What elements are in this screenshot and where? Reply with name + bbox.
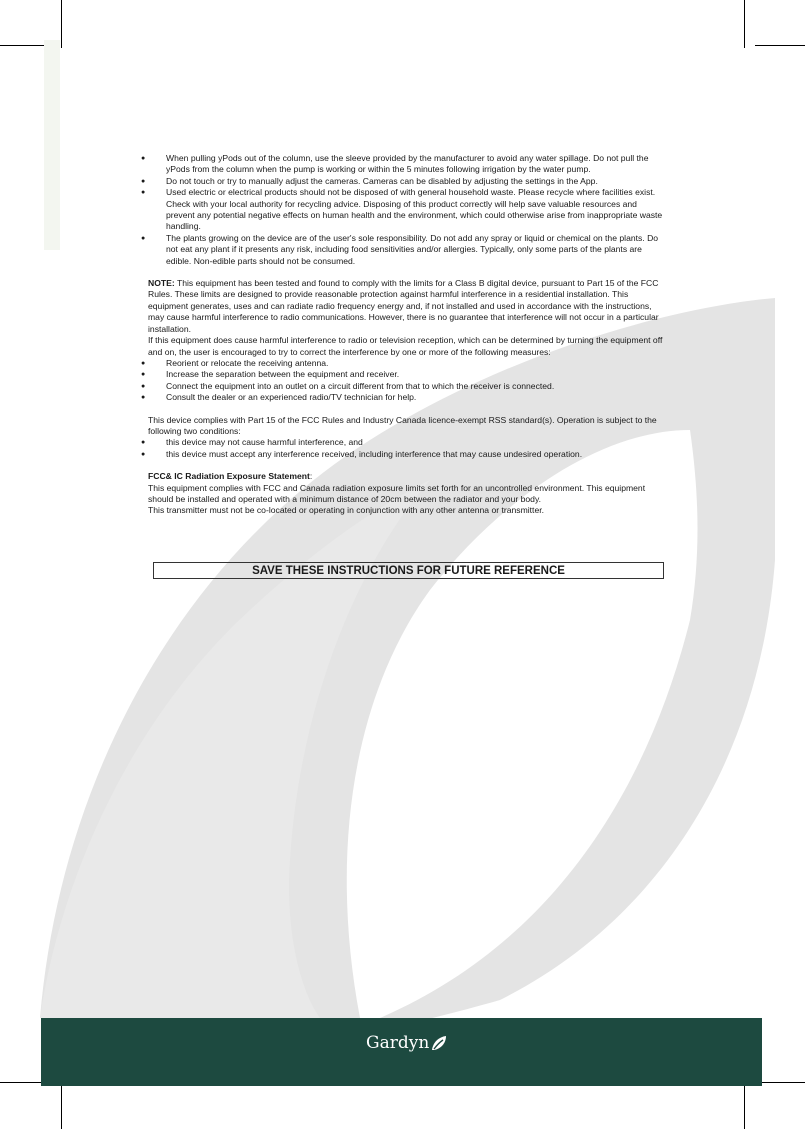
interference-paragraph: If this equipment does cause harmful interference to radio or television reception, which can be determined by turning the equipment off and on, the user is encouraged to try to correct the interference by one or more of the following measures:: [148, 335, 663, 357]
list-item: ● Used electric or electrical products should not be disposed of with general household waste. Please recycle where facilities exist. Check with your local authority for recycling advice. Disposing of this product correctly will help save valuable resources and prevent any potential negative effects on human health and the environment, which could otherwise arise from inappropriate waste handling.: [148, 187, 663, 233]
list-item: ● Connect the equipment into an outlet on a circuit different from that to which the receiver is connected.: [148, 381, 663, 392]
radiation-heading: FCC& IC Radiation Exposure Statement:: [148, 471, 313, 482]
note-label: NOTE:: [148, 278, 175, 289]
save-instructions-banner: SAVE THESE INSTRUCTIONS FOR FUTURE REFERENCE: [153, 562, 664, 579]
list-item: ● Consult the dealer or an experienced radio/TV technician for help.: [148, 392, 663, 403]
note-text: This equipment has been tested and found to comply with the limits for a Class B digital device, pursuant to Part 15 of the FCC Rules. These limits are designed to provide reasonable protection against harmful interference in a residential installation. This equipment generates, uses and can radiate radio frequency energy and, if not installed and used in accordance with the instructions, may cause harmful interference to radio communications. However, there is no guarantee that interference will not occur in a particular installation.: [148, 278, 659, 334]
list-item: ● Increase the separation between the equipment and receiver.: [148, 369, 663, 380]
logo-text: Gardyn: [366, 1033, 430, 1053]
list-item: ● this device must accept any interference received, including interference that may cause undesired operation.: [148, 449, 663, 460]
list-item: ● When pulling yPods out of the column, use the sleeve provided by the manufacturer to avoid any water spillage. Do not pull the yPods from the column when the pump is working or within the 5 minutes following irrigation by the water pump.: [148, 153, 663, 176]
compliance-paragraph: This device complies with Part 15 of the FCC Rules and Industry Canada licence-exempt RSS standard(s). Operation is subject to the following two conditions:: [148, 414, 657, 436]
list-item: ● The plants growing on the device are of the user's sole responsibility. Do not add any spray or liquid or chemical on the plants. Do not eat any plant if it presents any risk, including food sensitivities and/or allergies. Typically, only some parts of the plants are edible. Non-edible parts should not be consumed.: [148, 233, 663, 267]
radiation-paragraph: This equipment complies with FCC and Canada radiation exposure limits set forth for an uncontrolled environment. This equipment should be installed and operated with a minimum distance of 20cm between the radiator and your body.: [148, 482, 646, 504]
fcc-note-paragraph: [148, 278, 663, 335]
gardyn-logo: [366, 1033, 447, 1053]
list-item: ● this device may not cause harmful interference, and: [148, 437, 663, 448]
measures-list: [148, 358, 663, 404]
conditions-list: [148, 437, 663, 460]
list-item: ● Reorient or relocate the receiving antenna.: [148, 358, 663, 369]
list-item: ● Do not touch or try to manually adjust the cameras. Cameras can be disabled by adjusting the settings in the App.: [148, 176, 663, 187]
leaf-icon: [431, 1035, 447, 1051]
safety-bullet-list: [148, 153, 663, 267]
transmitter-paragraph: This transmitter must not be co-located or operating in conjunction with any other antenna or transmitter.: [148, 505, 544, 516]
document-body: [148, 153, 663, 517]
